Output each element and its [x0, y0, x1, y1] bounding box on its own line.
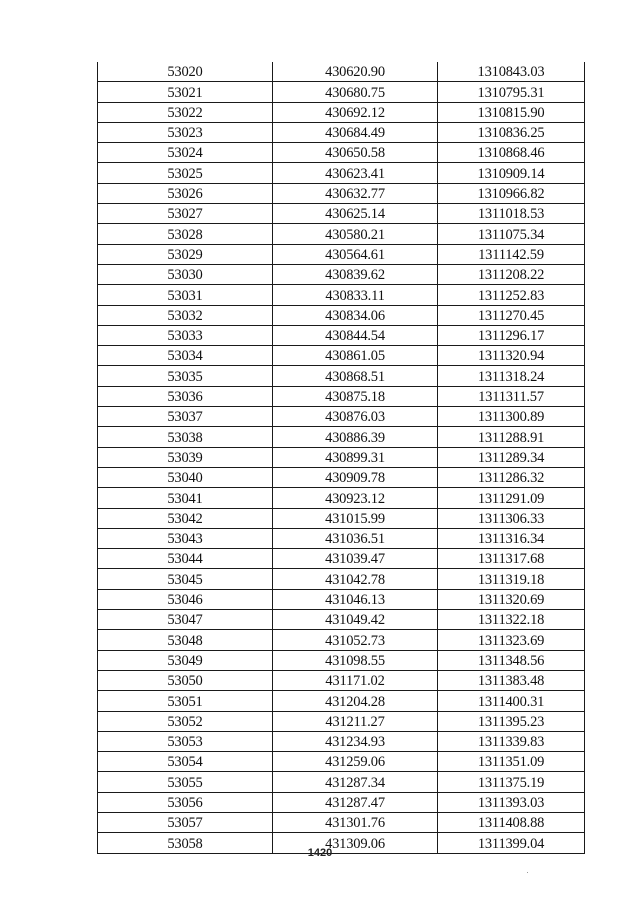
table-row [98, 102, 585, 122]
table-row [98, 650, 585, 670]
table-row [98, 630, 585, 650]
table-row [98, 122, 585, 142]
table-row [98, 285, 585, 305]
x-coordinate-cell: 430886.39 [273, 427, 438, 447]
y-coordinate-cell: 1311348.56 [438, 650, 585, 670]
y-coordinate-cell: 1311339.83 [438, 731, 585, 751]
y-coordinate-cell: 1311375.19 [438, 772, 585, 792]
table-row [98, 305, 585, 325]
y-coordinate-cell: 1311270.45 [438, 305, 585, 325]
y-coordinate-cell: 1311296.17 [438, 325, 585, 345]
point-id-cell: 53052 [98, 711, 273, 731]
x-coordinate-cell: 431309.06 [273, 833, 438, 853]
table-row [98, 204, 585, 224]
table-row [98, 731, 585, 751]
x-coordinate-cell: 431204.28 [273, 691, 438, 711]
x-coordinate-cell: 430868.51 [273, 366, 438, 386]
point-id-cell: 53031 [98, 285, 273, 305]
x-coordinate-cell: 430684.49 [273, 122, 438, 142]
y-coordinate-cell: 1310815.90 [438, 102, 585, 122]
y-coordinate-cell: 1311300.89 [438, 407, 585, 427]
x-coordinate-cell: 430844.54 [273, 325, 438, 345]
point-id-cell: 53026 [98, 183, 273, 203]
table-row [98, 82, 585, 102]
point-id-cell: 53046 [98, 589, 273, 609]
x-coordinate-cell: 430650.58 [273, 143, 438, 163]
x-coordinate-cell: 431039.47 [273, 549, 438, 569]
y-coordinate-cell: 1310795.31 [438, 82, 585, 102]
y-coordinate-cell: 1311142.59 [438, 244, 585, 264]
y-coordinate-cell: 1311383.48 [438, 670, 585, 690]
x-coordinate-cell: 430680.75 [273, 82, 438, 102]
table-row [98, 670, 585, 690]
table-row [98, 589, 585, 609]
table-row [98, 569, 585, 589]
y-coordinate-cell: 1311408.88 [438, 812, 585, 832]
table-row [98, 508, 585, 528]
table-row [98, 224, 585, 244]
point-id-cell: 53025 [98, 163, 273, 183]
y-coordinate-cell: 1311395.23 [438, 711, 585, 731]
table-row [98, 792, 585, 812]
table-row [98, 427, 585, 447]
table-row [98, 163, 585, 183]
table-row [98, 772, 585, 792]
point-id-cell: 53047 [98, 610, 273, 630]
x-coordinate-cell: 431259.06 [273, 752, 438, 772]
table-row [98, 812, 585, 832]
point-id-cell: 53030 [98, 264, 273, 284]
y-coordinate-cell: 1311317.68 [438, 549, 585, 569]
point-id-cell: 53039 [98, 447, 273, 467]
x-coordinate-cell: 431042.78 [273, 569, 438, 589]
point-id-cell: 53034 [98, 346, 273, 366]
x-coordinate-cell: 430861.05 [273, 346, 438, 366]
y-coordinate-cell: 1311316.34 [438, 528, 585, 548]
point-id-cell: 53023 [98, 122, 273, 142]
x-coordinate-cell: 431015.99 [273, 508, 438, 528]
x-coordinate-cell: 430833.11 [273, 285, 438, 305]
y-coordinate-cell: 1310843.03 [438, 62, 585, 82]
x-coordinate-cell: 430580.21 [273, 224, 438, 244]
y-coordinate-cell: 1311400.31 [438, 691, 585, 711]
point-id-cell: 53027 [98, 204, 273, 224]
point-id-cell: 53029 [98, 244, 273, 264]
y-coordinate-cell: 1311018.53 [438, 204, 585, 224]
y-coordinate-cell: 1311319.18 [438, 569, 585, 589]
y-coordinate-cell: 1311320.69 [438, 589, 585, 609]
y-coordinate-cell: 1311286.32 [438, 467, 585, 487]
x-coordinate-cell: 430876.03 [273, 407, 438, 427]
y-coordinate-cell: 1311322.18 [438, 610, 585, 630]
point-id-cell: 53036 [98, 386, 273, 406]
x-coordinate-cell: 430625.14 [273, 204, 438, 224]
x-coordinate-cell: 430564.61 [273, 244, 438, 264]
point-id-cell: 53035 [98, 366, 273, 386]
table-row [98, 467, 585, 487]
table-row [98, 183, 585, 203]
x-coordinate-cell: 431211.27 [273, 711, 438, 731]
table-row [98, 407, 585, 427]
table-row [98, 447, 585, 467]
page-number: 1420 [307, 847, 333, 859]
x-coordinate-cell: 431301.76 [273, 812, 438, 832]
point-id-cell: 53041 [98, 488, 273, 508]
point-id-cell: 53051 [98, 691, 273, 711]
table-row [98, 711, 585, 731]
x-coordinate-cell: 431287.34 [273, 772, 438, 792]
point-id-cell: 53044 [98, 549, 273, 569]
x-coordinate-cell: 430623.41 [273, 163, 438, 183]
point-id-cell: 53048 [98, 630, 273, 650]
point-id-cell: 53049 [98, 650, 273, 670]
point-id-cell: 53043 [98, 528, 273, 548]
y-coordinate-cell: 1311318.24 [438, 366, 585, 386]
x-coordinate-cell: 431234.93 [273, 731, 438, 751]
table-row [98, 346, 585, 366]
point-id-cell: 53022 [98, 102, 273, 122]
x-coordinate-cell: 431036.51 [273, 528, 438, 548]
y-coordinate-cell: 1311306.33 [438, 508, 585, 528]
x-coordinate-cell: 430692.12 [273, 102, 438, 122]
point-id-cell: 53058 [98, 833, 273, 853]
y-coordinate-cell: 1311252.83 [438, 285, 585, 305]
x-coordinate-cell: 431287.47 [273, 792, 438, 812]
x-coordinate-cell: 431046.13 [273, 589, 438, 609]
x-coordinate-cell: 430899.31 [273, 447, 438, 467]
table-row [98, 691, 585, 711]
y-coordinate-cell: 1311291.09 [438, 488, 585, 508]
table-row [98, 752, 585, 772]
point-id-cell: 53057 [98, 812, 273, 832]
point-id-cell: 53054 [98, 752, 273, 772]
x-coordinate-cell: 431049.42 [273, 610, 438, 630]
x-coordinate-cell: 430839.62 [273, 264, 438, 284]
point-id-cell: 53024 [98, 143, 273, 163]
y-coordinate-cell: 1310909.14 [438, 163, 585, 183]
point-id-cell: 53056 [98, 792, 273, 812]
point-id-cell: 53038 [98, 427, 273, 447]
y-coordinate-cell: 1311075.34 [438, 224, 585, 244]
point-id-cell: 53040 [98, 467, 273, 487]
y-coordinate-cell: 1310836.25 [438, 122, 585, 142]
point-id-cell: 53033 [98, 325, 273, 345]
y-coordinate-cell: 1311323.69 [438, 630, 585, 650]
point-id-cell: 53042 [98, 508, 273, 528]
point-id-cell: 53020 [98, 62, 273, 82]
table-row [98, 143, 585, 163]
point-id-cell: 53032 [98, 305, 273, 325]
y-coordinate-cell: 1311399.04 [438, 833, 585, 853]
table-row [98, 244, 585, 264]
x-coordinate-cell: 431098.55 [273, 650, 438, 670]
table-row [98, 488, 585, 508]
table-row [98, 528, 585, 548]
table-row [98, 62, 585, 82]
y-coordinate-cell: 1311393.03 [438, 792, 585, 812]
table-row [98, 366, 585, 386]
table-row [98, 325, 585, 345]
x-coordinate-cell: 430620.90 [273, 62, 438, 82]
x-coordinate-cell: 431052.73 [273, 630, 438, 650]
x-coordinate-cell: 430632.77 [273, 183, 438, 203]
table-row [98, 386, 585, 406]
point-id-cell: 53053 [98, 731, 273, 751]
table-row [98, 549, 585, 569]
table-body [98, 62, 585, 853]
coordinates-table [97, 62, 585, 854]
y-coordinate-cell: 1311289.34 [438, 447, 585, 467]
y-coordinate-cell: 1311320.94 [438, 346, 585, 366]
table-row [98, 610, 585, 630]
y-coordinate-cell: 1310966.82 [438, 183, 585, 203]
point-id-cell: 53055 [98, 772, 273, 792]
point-id-cell: 53037 [98, 407, 273, 427]
point-id-cell: 53021 [98, 82, 273, 102]
point-id-cell: 53028 [98, 224, 273, 244]
x-coordinate-cell: 431171.02 [273, 670, 438, 690]
table-row [98, 264, 585, 284]
x-coordinate-cell: 430923.12 [273, 488, 438, 508]
y-coordinate-cell: 1311208.22 [438, 264, 585, 284]
point-id-cell: 53045 [98, 569, 273, 589]
y-coordinate-cell: 1310868.46 [438, 143, 585, 163]
y-coordinate-cell: 1311311.57 [438, 386, 585, 406]
y-coordinate-cell: 1311288.91 [438, 427, 585, 447]
x-coordinate-cell: 430875.18 [273, 386, 438, 406]
point-id-cell: 53050 [98, 670, 273, 690]
x-coordinate-cell: 430909.78 [273, 467, 438, 487]
scan-speck [527, 872, 528, 873]
y-coordinate-cell: 1311351.09 [438, 752, 585, 772]
x-coordinate-cell: 430834.06 [273, 305, 438, 325]
